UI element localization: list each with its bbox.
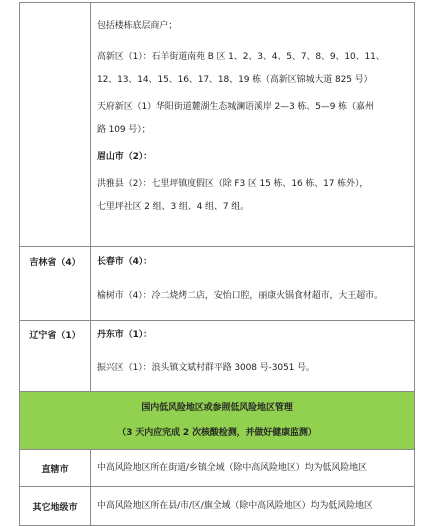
table-row: [20, 247, 415, 321]
city-heading: 长春市（4）：: [97, 257, 153, 267]
detail-line: 高新区（1）：石羊街道南苑 B 区 1、2、3、4、5、7、8、9、10、11、: [97, 52, 385, 62]
region-label: 直辖市: [20, 450, 91, 487]
province-cell-empty: [20, 3, 91, 247]
detail-line: 中高风险地区所在街道/乡镇全域（除中高风险地区）均为低风险地区: [97, 462, 367, 473]
region-label: 其它地级市: [20, 487, 91, 526]
detail-line: 路 109 号）；: [97, 125, 151, 135]
city-heading: 眉山市（2）：: [97, 152, 153, 162]
low-risk-header: [20, 392, 415, 450]
low-risk-subtitle: （3 天内应完成 2 次核酸检测，并做好健康监测）: [117, 428, 317, 438]
risk-area-table: [19, 2, 415, 526]
table-row: [20, 321, 415, 392]
detail-line: 洪雅县（2）：七里坪镇度假区（除 F3 区 15 栋、16 栋、17 栋外），: [97, 179, 369, 189]
detail-line: 振兴区（1）：浪头镇文斌村群平路 3008 号-3051 号。: [97, 363, 315, 373]
detail-line: 中高风险地区所在县/市/区/旗全域（除中高风险地区）均为低风险地区: [97, 500, 373, 511]
detail-line: 天府新区（1）华阳街道麓湖生态城澜语溪岸 2—3 栋、5—9 栋（嘉州: [97, 102, 374, 112]
table-row: [20, 3, 415, 247]
detail-cell: [91, 487, 415, 526]
province-label: 吉林省（4）: [20, 247, 91, 321]
detail-cell: [91, 3, 415, 247]
table-row: [20, 392, 415, 450]
detail-cell: [91, 450, 415, 487]
detail-line: 包括楼栋底层商户；: [97, 21, 178, 31]
detail-line: 榆树市（4）：冷二烧烤二店，安怡口腔，丽康火锅食材超市，大王超市。: [97, 291, 383, 301]
province-label: 辽宁省（1）: [20, 321, 91, 392]
city-heading: 丹东市（1）：: [97, 330, 153, 340]
detail-line: 七里坪社区 2 组、3 组、4 组、7 组。: [97, 202, 250, 212]
detail-cell: [91, 247, 415, 321]
detail-cell: [91, 321, 415, 392]
table-row: [20, 450, 415, 487]
detail-line: 12、13、14、15、16、17、18、19 栋（高新区锦城大道 825 号）: [97, 75, 373, 85]
table-row: [20, 487, 415, 526]
low-risk-title: 国内低风险地区或参照低风险地区管理: [141, 403, 293, 413]
